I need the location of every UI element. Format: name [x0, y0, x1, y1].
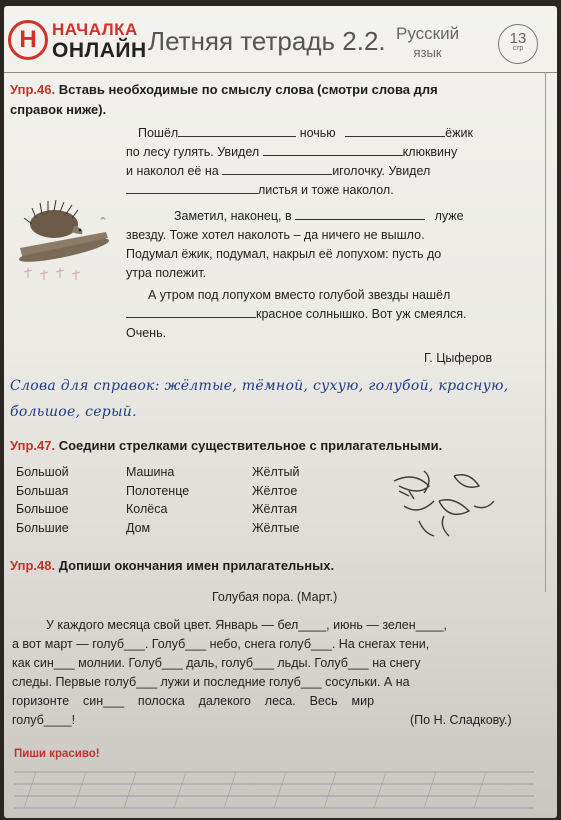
answer-blank[interactable]	[263, 143, 403, 156]
text-line: А утром под лопухом вместо голубой звезды нашёл	[148, 288, 451, 302]
ex48-heading: Упр.48. Допиши окончания имен прилагательных.	[10, 558, 335, 573]
ex48-text	[12, 616, 532, 730]
list-item[interactable]: Жёлтые	[252, 520, 300, 535]
list-item[interactable]: Большая	[16, 483, 69, 498]
text-line: листья и тоже наколол.	[126, 181, 526, 200]
answer-blank[interactable]	[178, 124, 296, 137]
logo-text-bottom: ОНЛАЙН	[52, 39, 147, 62]
footer-label: Пиши красиво!	[14, 748, 100, 760]
text-line: а вот март — голуб___. Голуб___ небо, снега голуб___. На снегах тени,	[12, 637, 430, 651]
subject-label: Русский язык	[396, 24, 460, 60]
margin-line	[545, 72, 546, 592]
handwriting-practice-lines[interactable]	[14, 766, 534, 810]
ex48-title: Голубая пора. (Март.)	[212, 590, 338, 604]
leaves-illustration	[384, 461, 504, 541]
ex47-heading: Упр.47. Соедини стрелками существительное с прилагательными.	[10, 438, 443, 453]
reference-words-line2: большое, серый.	[10, 404, 137, 420]
text-line: и наколол её на иголочку. Увидел	[126, 164, 431, 178]
list-item[interactable]: Полотенце	[126, 483, 190, 498]
list-item[interactable]: Жёлтый	[252, 465, 300, 479]
answer-blank[interactable]	[126, 305, 256, 318]
list-item[interactable]: Жёлтая	[252, 502, 298, 516]
text-line: звезду. Тоже хотел наколоть – да ничего не вышло.	[126, 228, 425, 242]
list-item[interactable]: Жёлтое	[252, 483, 298, 498]
adjectives-column	[16, 463, 69, 537]
header-divider	[4, 72, 557, 73]
ex46-author: Г. Цыферов	[424, 351, 493, 365]
answer-blank[interactable]	[126, 181, 258, 194]
list-item[interactable]: Большие	[16, 520, 69, 535]
ex46-text	[126, 124, 526, 343]
list-item[interactable]: Машина	[126, 465, 175, 479]
page-number-badge: 13 стр	[498, 24, 538, 64]
text-line: У каждого месяца свой цвет. Январь — бел____, июнь — зелен____,	[46, 618, 447, 632]
ex48-source: (По Н. Сладкову.)	[410, 713, 512, 727]
list-item[interactable]: Большое	[16, 502, 69, 516]
answer-blank[interactable]	[345, 124, 445, 137]
list-item[interactable]: Дом	[126, 520, 151, 535]
list-item[interactable]: Колёса	[126, 502, 168, 516]
text-line: Подумал ёжик, подумал, накрыл её лопухом: пусть до	[126, 247, 442, 261]
list-item[interactable]: Большой	[16, 465, 69, 479]
text-line: утра полежит.	[126, 266, 207, 280]
text-line: как син___ молнии. Голуб___ даль, голуб___ льды. Голуб___ на снегу	[12, 656, 421, 670]
text-line: Заметил, наконец, в луже	[174, 209, 464, 223]
workbook-page	[4, 6, 557, 818]
text-line: горизонте син___ полоска далекого леса. Весь мир	[12, 694, 375, 708]
text-line: следы. Первые голуб___ лужи и последние голуб___ сосульки. А на	[12, 675, 410, 689]
logo	[8, 12, 158, 70]
text-line: по лесу гулять. Увидел клюквину	[126, 145, 458, 159]
text-line: голуб____! (По Н. Сладкову.)	[12, 711, 532, 730]
nouns-column	[126, 463, 189, 537]
logo-text-top: НАЧАЛКА	[52, 20, 138, 39]
text-line: красное солнышко. Вот уж смеялся.	[126, 305, 526, 324]
text-line: Очень.	[126, 326, 167, 340]
ex46-heading: Упр.46. Вставь необходимые по смыслу слова (смотри слова для справок ниже).	[10, 82, 438, 117]
hedgehog-illustration	[14, 198, 119, 293]
logo-icon: Н	[8, 20, 48, 60]
answer-blank[interactable]	[295, 207, 425, 220]
text-line: Пошёл ночью ёжик	[138, 126, 473, 140]
reference-words-line1: Слова для справок: жёлтые, тёмной, сухую, голубой, красную,	[10, 378, 509, 394]
answer-blank[interactable]	[222, 162, 332, 175]
page-title: Летняя тетрадь 2.2.	[148, 26, 386, 56]
colors-column	[252, 463, 299, 537]
